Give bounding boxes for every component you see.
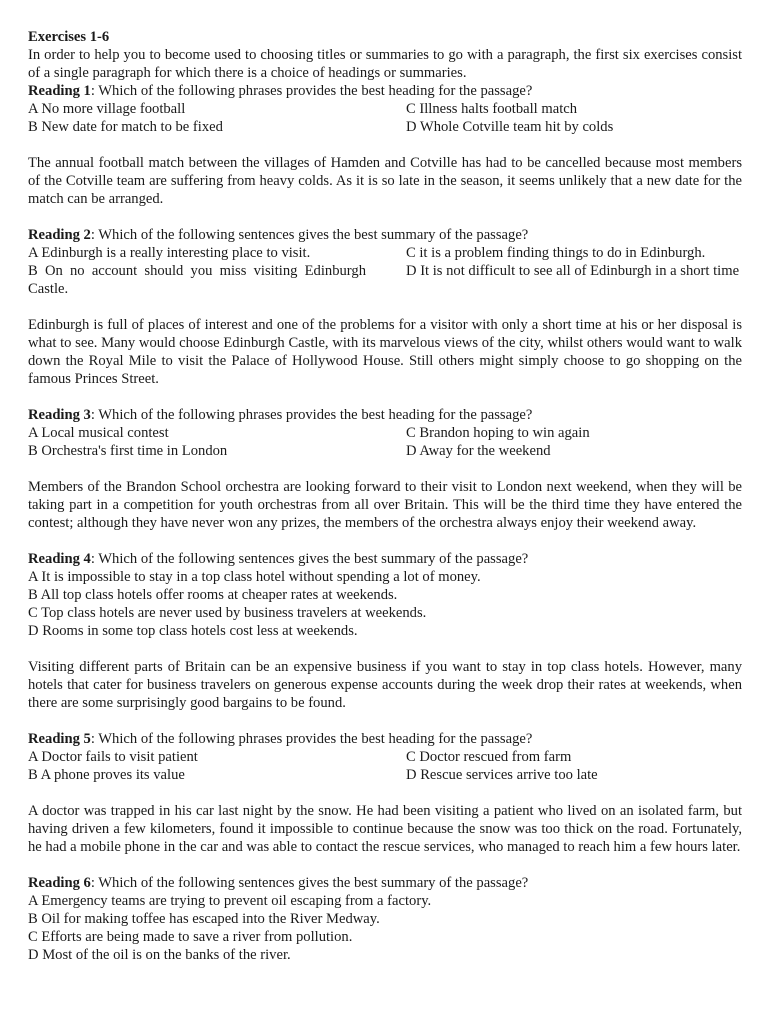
reading-label: Reading 3 bbox=[28, 407, 91, 423]
options-reading-6 bbox=[28, 892, 742, 964]
passage-reading-3: Members of the Brandon School orchestra are looking forward to their visit to London next weekend, when they will be taking part in a competition for youth orchestras from all over Britain. This will be the third time they have entered the contest; although they have never won any prizes, the members of the orchestra always enjoy their weekend away. bbox=[28, 479, 742, 531]
option-c: C Top class hotels are never used by business travelers at weekends. bbox=[28, 605, 427, 621]
option-a: A Emergency teams are trying to prevent oil escaping from a factory. bbox=[28, 893, 432, 909]
intro-paragraph: In order to help you to become used to choosing titles or summaries to go with a paragraph, the first six exercises consist of a single paragraph for which there is a choice of headings or summaries. bbox=[28, 47, 742, 81]
passage-reading-5: A doctor was trapped in his car last night by the snow. He had been visiting a patient who lived on an isolated farm, but having driven a few kilometers, found it impossible to continue because the snow was too thick on the road. Fortunately, he had a mobile phone in the car and was able to contact the rescue services, who managed to reach him a few hours later. bbox=[28, 803, 742, 855]
page-title: Exercises 1-6 bbox=[28, 29, 110, 45]
question-text: : Which of the following phrases provides the best heading for the passage? bbox=[90, 407, 533, 423]
reading-label: Reading 4 bbox=[28, 551, 91, 567]
question-reading-6 bbox=[28, 874, 742, 892]
option-d: D Most of the oil is on the banks of the river. bbox=[28, 947, 291, 963]
reading-label: Reading 1 bbox=[28, 83, 91, 99]
passage-reading-4: Visiting different parts of Britain can be an expensive business if you want to stay in top class hotels. However, many hotels that cater for business travelers on generous expense accounts during the week drop their rates at weekends, when there are some surprisingly good bargains to be found. bbox=[28, 659, 742, 711]
reading-label: Reading 6 bbox=[28, 875, 91, 891]
question-reading-5 bbox=[28, 730, 742, 748]
question-reading-1 bbox=[28, 82, 742, 100]
option-c: C it is a problem finding things to do in Edinburgh. bbox=[406, 245, 706, 261]
option-d: D It is not difficult to see all of Edinburgh in a short time bbox=[406, 263, 740, 279]
question-text: : Which of the following phrases provides the best heading for the passage? bbox=[90, 731, 533, 747]
passage-reading-2: Edinburgh is full of places of interest and one of the problems for a visitor with only a short time at his or her disposal is what to see. Many would choose Edinburgh Castle, with its marvelous views of the city, whilst others would want to walk down the Royal Mile to visit the Palace of Hollywood House. Still others might simply choose to go shopping on the famous Princes Street. bbox=[28, 317, 742, 387]
question-text: : Which of the following sentences gives the best summary of the passage? bbox=[90, 551, 529, 567]
question-text: : Which of the following phrases provides the best heading for the passage? bbox=[90, 83, 533, 99]
option-c: C Brandon hoping to win again bbox=[406, 425, 590, 441]
option-b: B On no account should you miss visiting Edinburgh Castle. bbox=[28, 263, 366, 297]
option-b: B A phone proves its value bbox=[28, 767, 185, 783]
option-c: C Doctor rescued from farm bbox=[406, 749, 572, 765]
reading-label: Reading 2 bbox=[28, 227, 91, 243]
question-text: : Which of the following sentences gives the best summary of the passage? bbox=[90, 875, 529, 891]
question-text: : Which of the following sentences gives the best summary of the passage? bbox=[90, 227, 529, 243]
option-b: B All top class hotels offer rooms at cheaper rates at weekends. bbox=[28, 587, 398, 603]
option-a: A No more village football bbox=[28, 101, 186, 117]
options-reading-3 bbox=[28, 424, 742, 460]
option-a: A Doctor fails to visit patient bbox=[28, 749, 198, 765]
option-c: C Efforts are being made to save a river from pollution. bbox=[28, 929, 353, 945]
reading-label: Reading 5 bbox=[28, 731, 91, 747]
passage-reading-1: The annual football match between the villages of Hamden and Cotville has had to be cancelled because most members of the Cotville team are suffering from heavy colds. As it is so late in the season, it seems unlikely that a new date for the match can be arranged. bbox=[28, 155, 742, 207]
option-d: D Away for the weekend bbox=[406, 443, 551, 459]
option-b: B New date for match to be fixed bbox=[28, 119, 223, 135]
option-c: C Illness halts football match bbox=[406, 101, 578, 117]
option-a: A Local musical contest bbox=[28, 425, 169, 441]
options-reading-5 bbox=[28, 748, 742, 784]
option-a: A Edinburgh is a really interesting place to visit. bbox=[28, 245, 311, 261]
option-a: A It is impossible to stay in a top class hotel without spending a lot of money. bbox=[28, 569, 481, 585]
question-reading-2 bbox=[28, 226, 742, 244]
question-reading-3 bbox=[28, 406, 742, 424]
options-reading-4 bbox=[28, 568, 742, 640]
option-b: B Oil for making toffee has escaped into the River Medway. bbox=[28, 911, 380, 927]
options-reading-2 bbox=[28, 244, 742, 298]
option-d: D Rooms in some top class hotels cost less at weekends. bbox=[28, 623, 358, 639]
option-b: B Orchestra's first time in London bbox=[28, 443, 228, 459]
option-d: D Whole Cotville team hit by colds bbox=[406, 119, 614, 135]
options-reading-1 bbox=[28, 100, 742, 136]
question-reading-4 bbox=[28, 550, 742, 568]
option-d: D Rescue services arrive too late bbox=[406, 767, 598, 783]
